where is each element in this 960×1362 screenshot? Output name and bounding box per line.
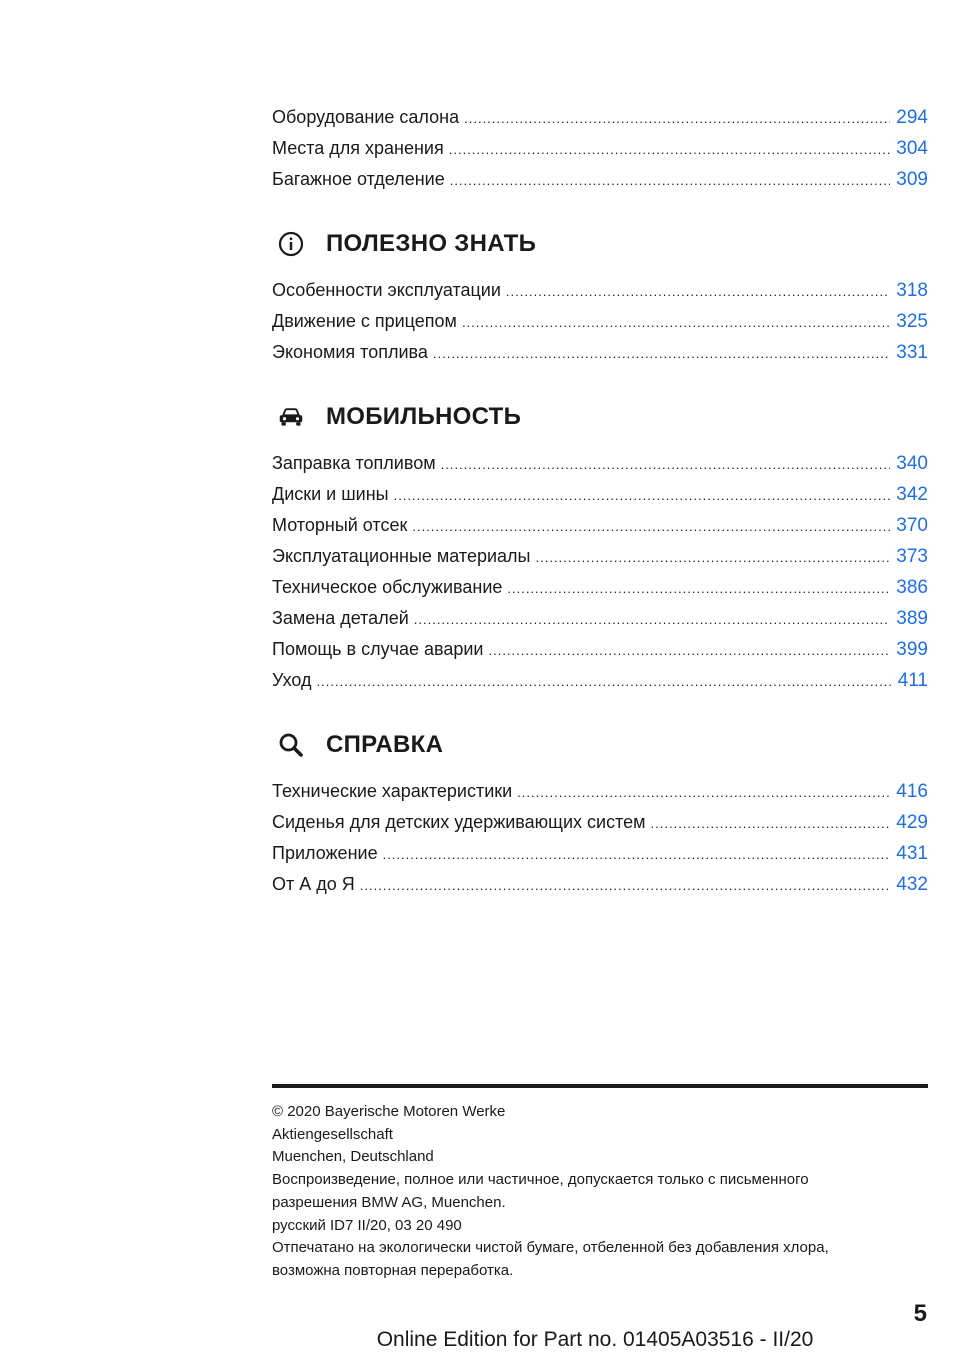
toc-page-link[interactable]: 318 [896,280,928,301]
section-title: СПРАВКА [326,731,444,758]
toc-entry-title: Заправка топливом [272,453,436,473]
leader-dots [450,165,891,196]
toc-page-link[interactable]: 389 [896,608,928,629]
section-heading-mobility [272,386,928,448]
table-of-contents [272,102,928,900]
toc-page-link[interactable]: 370 [896,515,928,536]
toc-entry[interactable] [272,275,928,306]
toc-entry[interactable] [272,665,928,696]
imprint-block [272,1101,928,1283]
leader-dots [517,777,890,808]
toc-page-link[interactable]: 416 [896,781,928,802]
toc-page-link[interactable]: 340 [896,453,928,474]
toc-entry[interactable] [272,572,928,603]
toc-entry[interactable] [272,479,928,510]
toc-entry-title: Диски и шины [272,484,389,504]
page-number: 5 [913,1300,927,1327]
toc-entry-title: Сиденья для детских удерживающих систем [272,812,646,832]
leader-dots [383,839,891,870]
toc-entry-title: От А до Я [272,874,355,894]
leader-dots [414,604,891,635]
toc-entry[interactable] [272,510,928,541]
toc-entry[interactable] [272,448,928,479]
toc-entry-title: Техническое обслуживание [272,577,503,597]
leader-dots [441,449,891,480]
search-icon [278,732,304,758]
imprint-line: разрешения BMW AG, Muenchen. [272,1193,506,1211]
info-icon [278,231,304,257]
leader-dots [536,542,891,573]
leader-dots [506,276,890,307]
leader-dots [507,573,890,604]
toc-entry[interactable] [272,306,928,337]
leader-dots [464,103,890,134]
toc-entry[interactable] [272,634,928,665]
toc-entry[interactable] [272,603,928,634]
toc-page-link[interactable]: 325 [896,311,928,332]
toc-page-link[interactable]: 373 [896,546,928,567]
toc-page-link[interactable]: 429 [896,812,928,833]
toc-entry-title: Замена деталей [272,608,409,628]
toc-entry-title: Технические характеристики [272,781,513,801]
car-icon [278,404,304,430]
divider-rule [272,1084,928,1088]
toc-entry[interactable] [272,164,928,195]
toc-entry[interactable] [272,133,928,164]
toc-entry[interactable] [272,869,928,900]
toc-entry-title: Особенности эксплуатации [272,280,501,300]
toc-page-link[interactable]: 386 [896,577,928,598]
toc-page-link[interactable]: 432 [896,874,928,895]
toc-entry[interactable] [272,541,928,572]
imprint-line: возможна повторная переработка. [272,1261,514,1279]
leader-dots [489,635,891,666]
leader-dots [360,870,891,901]
leader-dots [651,808,891,839]
toc-entry-title: Багажное отделение [272,169,445,189]
toc-page-link[interactable]: 294 [896,107,928,128]
leader-dots [394,480,891,511]
toc-entry-title: Помощь в случае аварии [272,639,484,659]
toc-entry-title: Места для хранения [272,138,444,158]
leader-dots [433,338,890,369]
toc-entry-title: Движение с прицепом [272,311,457,331]
toc-entry[interactable] [272,102,928,133]
toc-entry[interactable] [272,838,928,869]
imprint-line: Aktiengesellschaft [272,1125,393,1143]
toc-page-link[interactable]: 331 [896,342,928,363]
section-title: МОБИЛЬНОСТЬ [326,403,522,430]
toc-page-link[interactable]: 431 [896,843,928,864]
toc-entry[interactable] [272,337,928,368]
toc-entry[interactable] [272,807,928,838]
imprint-line: Воспроизведение, полное или частичное, допускается только с письменного [272,1171,809,1189]
toc-page-link[interactable]: 399 [896,639,928,660]
leader-dots [462,307,890,338]
toc-entry-title: Уход [272,670,312,690]
section-heading-reference [272,714,928,776]
imprint-line: Muenchen, Deutschland [272,1148,434,1166]
toc-page-link[interactable]: 411 [897,670,928,691]
toc-page-link[interactable]: 342 [896,484,928,505]
leader-dots [449,134,891,165]
section-title: ПОЛЕЗНО ЗНАТЬ [326,230,537,257]
toc-entry-title: Приложение [272,843,378,863]
imprint-line: русский ID7 II/20, 03 20 490 [272,1216,462,1234]
leader-dots [412,511,890,542]
toc-entry-title: Моторный отсек [272,515,408,535]
leader-dots [317,666,892,697]
footer-edition-text: Online Edition for Part no. 01405A03516 - II/20 [376,1328,814,1351]
toc-page-link[interactable]: 309 [896,169,928,190]
toc-entry-title: Эксплуатационные материалы [272,546,531,566]
toc-entry-title: Экономия топлива [272,342,428,362]
toc-entry[interactable] [272,776,928,807]
toc-entry-title: Оборудование салона [272,107,460,127]
imprint-line: © 2020 Bayerische Motoren Werke [272,1103,506,1120]
section-heading-useful [272,213,928,275]
imprint-line: Отпечатано на экологически чистой бумаге, отбеленной без добавления хлора, [272,1239,829,1257]
toc-page-link[interactable]: 304 [896,138,928,159]
